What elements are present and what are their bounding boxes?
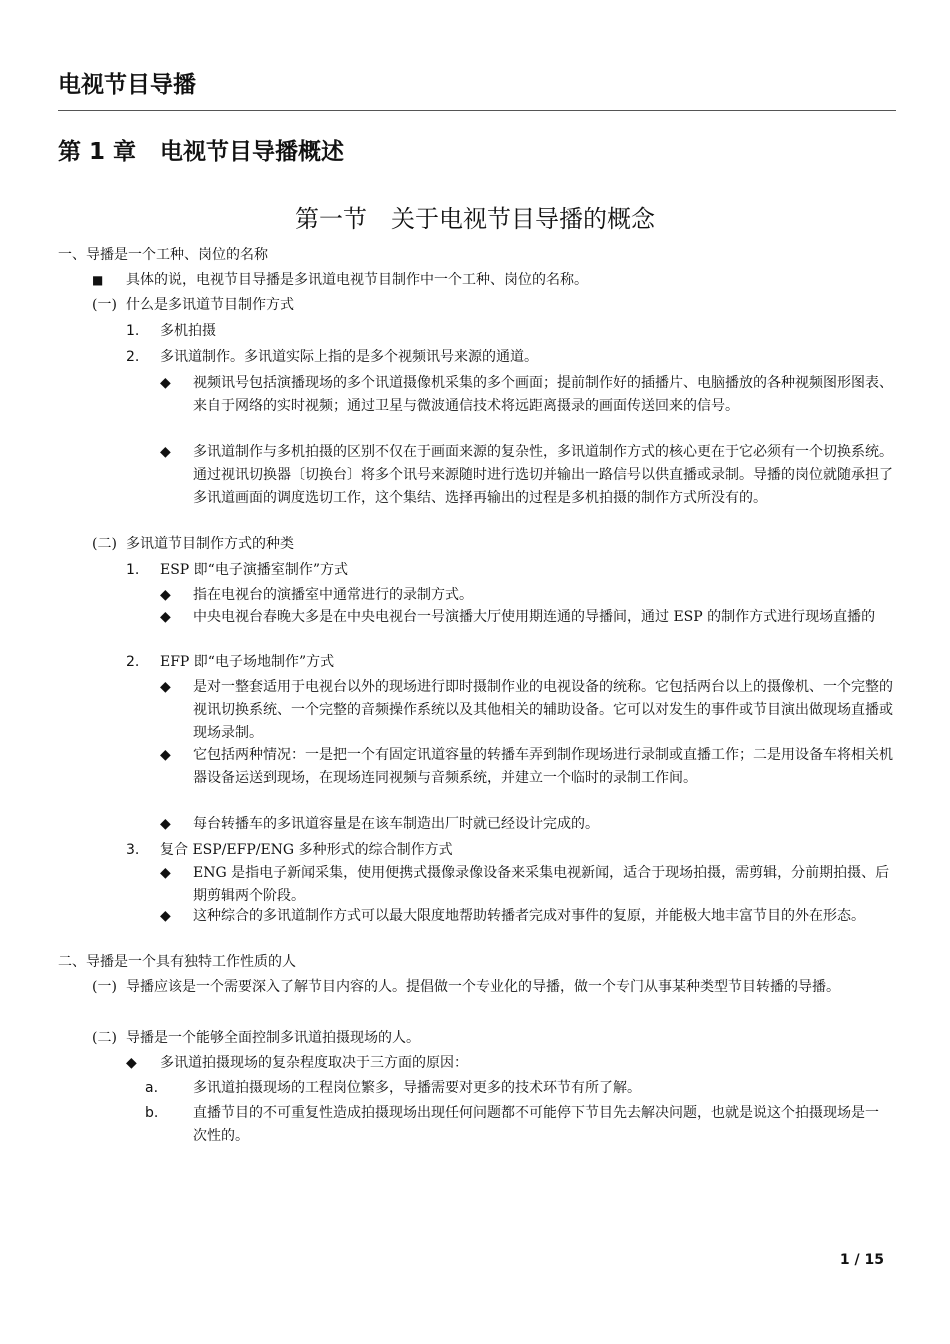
list-item-paragraph: 直播节目的不可重复性造成拍摄现场出现任何问题都不可能停下节目先去解决问题，也就是说这个拍摄现场是一次性的。 [193, 1105, 879, 1144]
bullet-paragraph: 多讯道制作与多机拍摄的区别不仅在于画面来源的复杂性，多讯道制作方式的核心更在于它必须有一个切换系统。通过视讯切换器〔切换台〕将多个讯号来源随时进行选切并输出一路信号以供直播或录制。导播的岗位就随承担了多讯道画面的调度选切工作，这个集结、选择再输出的过程是多机拍摄的制作方式所没有的。 [193, 444, 893, 506]
list-number: 2. [126, 654, 140, 670]
bullet-paragraph: 视频讯号包括演播现场的多个讯道摄像机采集的多个画面；提前制作好的插播片、电脑播放的各种视频图形图表、来自于网络的实时视频；通过卫星与微波通信技术将远距离摄录的画面传送回来的信号。 [193, 375, 893, 414]
diamond-bullet-icon: ◆ [160, 587, 171, 603]
diamond-bullet-icon: ◆ [160, 679, 171, 695]
sub-heading-text: 多讯道节目制作方式的种类 [126, 536, 294, 552]
list-item-text: ESP 即“电子演播室制作”方式 [160, 562, 348, 578]
bullet-paragraph: 这种综合的多讯道制作方式可以最大限度地帮助转播者完成对事件的复原，并能极大地丰富节目的外在形态。 [193, 908, 865, 924]
total-pages: 15 [864, 1252, 884, 1268]
current-page: 1 [839, 1252, 850, 1268]
diamond-bullet-icon: ◆ [160, 375, 171, 391]
diamond-bullet-icon: ◆ [160, 609, 171, 625]
diamond-bullet-icon: ◆ [160, 865, 171, 881]
bullet-paragraph: 中央电视台春晚大多是在中央电视台一号演播大厅使用期连通的导播间，通过 ESP 的制作方式进行现场直播的 [193, 609, 876, 625]
sub-heading-text: 什么是多讯道节目制作方式 [126, 297, 294, 313]
list-item-text: 复合 ESP/EFP/ENG 多种形式的综合制作方式 [160, 842, 453, 858]
sub-heading-paragraph: 导播应该是一个需要深入了解节目内容的人。提倡做一个专业化的导播，做一个专门从事某种类型节目转播的导播。 [126, 979, 840, 995]
chapter-title: 电视节目导播概述 [160, 139, 345, 165]
chapter-number: 第 1 章 [58, 139, 137, 165]
sub-heading-text: 导播是一个能够全面控制多讯道拍摄现场的人。 [126, 1030, 420, 1046]
document-title: 电视节目导播 [58, 72, 196, 98]
chapter-heading [58, 134, 344, 170]
bullet-paragraph: 它包括两种情况：一是把一个有固定讯道容量的转播车弄到制作现场进行录制或直播工作；二是用设备车将相关机器设备运送到现场，在现场连同视频与音频系统，并建立一个临时的录制工作间。 [193, 747, 893, 786]
list-letter: a. [145, 1080, 159, 1096]
sub-heading-marker: (二) [92, 1030, 117, 1046]
list-number: 1. [126, 323, 140, 339]
bullet-paragraph: ENG 是指电子新闻采集，使用便携式摄像录像设备来采集电视新闻，适合于现场拍摄，需剪辑，分前期拍摄、后期剪辑两个阶段。 [193, 865, 890, 904]
sub-heading-marker: (一) [92, 297, 117, 313]
diamond-bullet-icon: ◆ [160, 908, 171, 924]
sub-heading-marker: (二) [92, 536, 117, 552]
list-item-text: 多讯道制作。多讯道实际上指的是多个视频讯号来源的通道。 [160, 349, 538, 365]
list-number: 3. [126, 842, 140, 858]
list-item-text: 多机拍摄 [160, 323, 216, 339]
section-heading [0, 200, 950, 238]
heading-item: 二、导播是一个具有独特工作性质的人 [58, 954, 296, 970]
page-separator: / [854, 1252, 860, 1268]
list-letter: b. [145, 1105, 159, 1121]
title-divider [58, 110, 896, 111]
diamond-bullet-icon: ◆ [160, 816, 171, 832]
diamond-bullet-icon: ◆ [160, 444, 171, 460]
bullet-paragraph: 是对一整套适用于电视台以外的现场进行即时摄制作业的电视设备的统称。它包括两台以上的摄像机、一个完整的视讯切换系统、一个完整的音频操作系统以及其他相关的辅助设备。它可以对发生的事件或节目演出做现场直播或现场录制。 [193, 679, 893, 741]
list-item-text: 多讯道拍摄现场的工程岗位繁多，导播需要对更多的技术环节有所了解。 [193, 1080, 641, 1096]
page-number [840, 1252, 884, 1268]
list-number: 2. [126, 349, 140, 365]
sub-heading-marker: (一) [92, 979, 117, 995]
bullet-text: 指在电视台的演播室中通常进行的录制方式。 [193, 587, 473, 603]
section-number: 第一节 [295, 205, 367, 233]
section-title: 关于电视节目导播的概念 [391, 205, 655, 233]
bullet-text: 每台转播车的多讯道容量是在该车制造出厂时就已经设计完成的。 [193, 816, 599, 832]
list-item-text: EFP 即“电子场地制作”方式 [160, 654, 335, 670]
heading-item: 一、导播是一个工种、岗位的名称 [58, 247, 268, 263]
list-number: 1. [126, 562, 140, 578]
diamond-bullet-icon: ◆ [160, 747, 171, 763]
bullet-text: 多讯道拍摄现场的复杂程度取决于三方面的原因： [160, 1055, 468, 1071]
bullet-text: 具体的说，电视节目导播是多讯道电视节目制作中一个工种、岗位的名称。 [126, 272, 588, 288]
diamond-bullet-icon: ◆ [126, 1055, 137, 1071]
square-bullet-icon: ■ [92, 273, 104, 287]
